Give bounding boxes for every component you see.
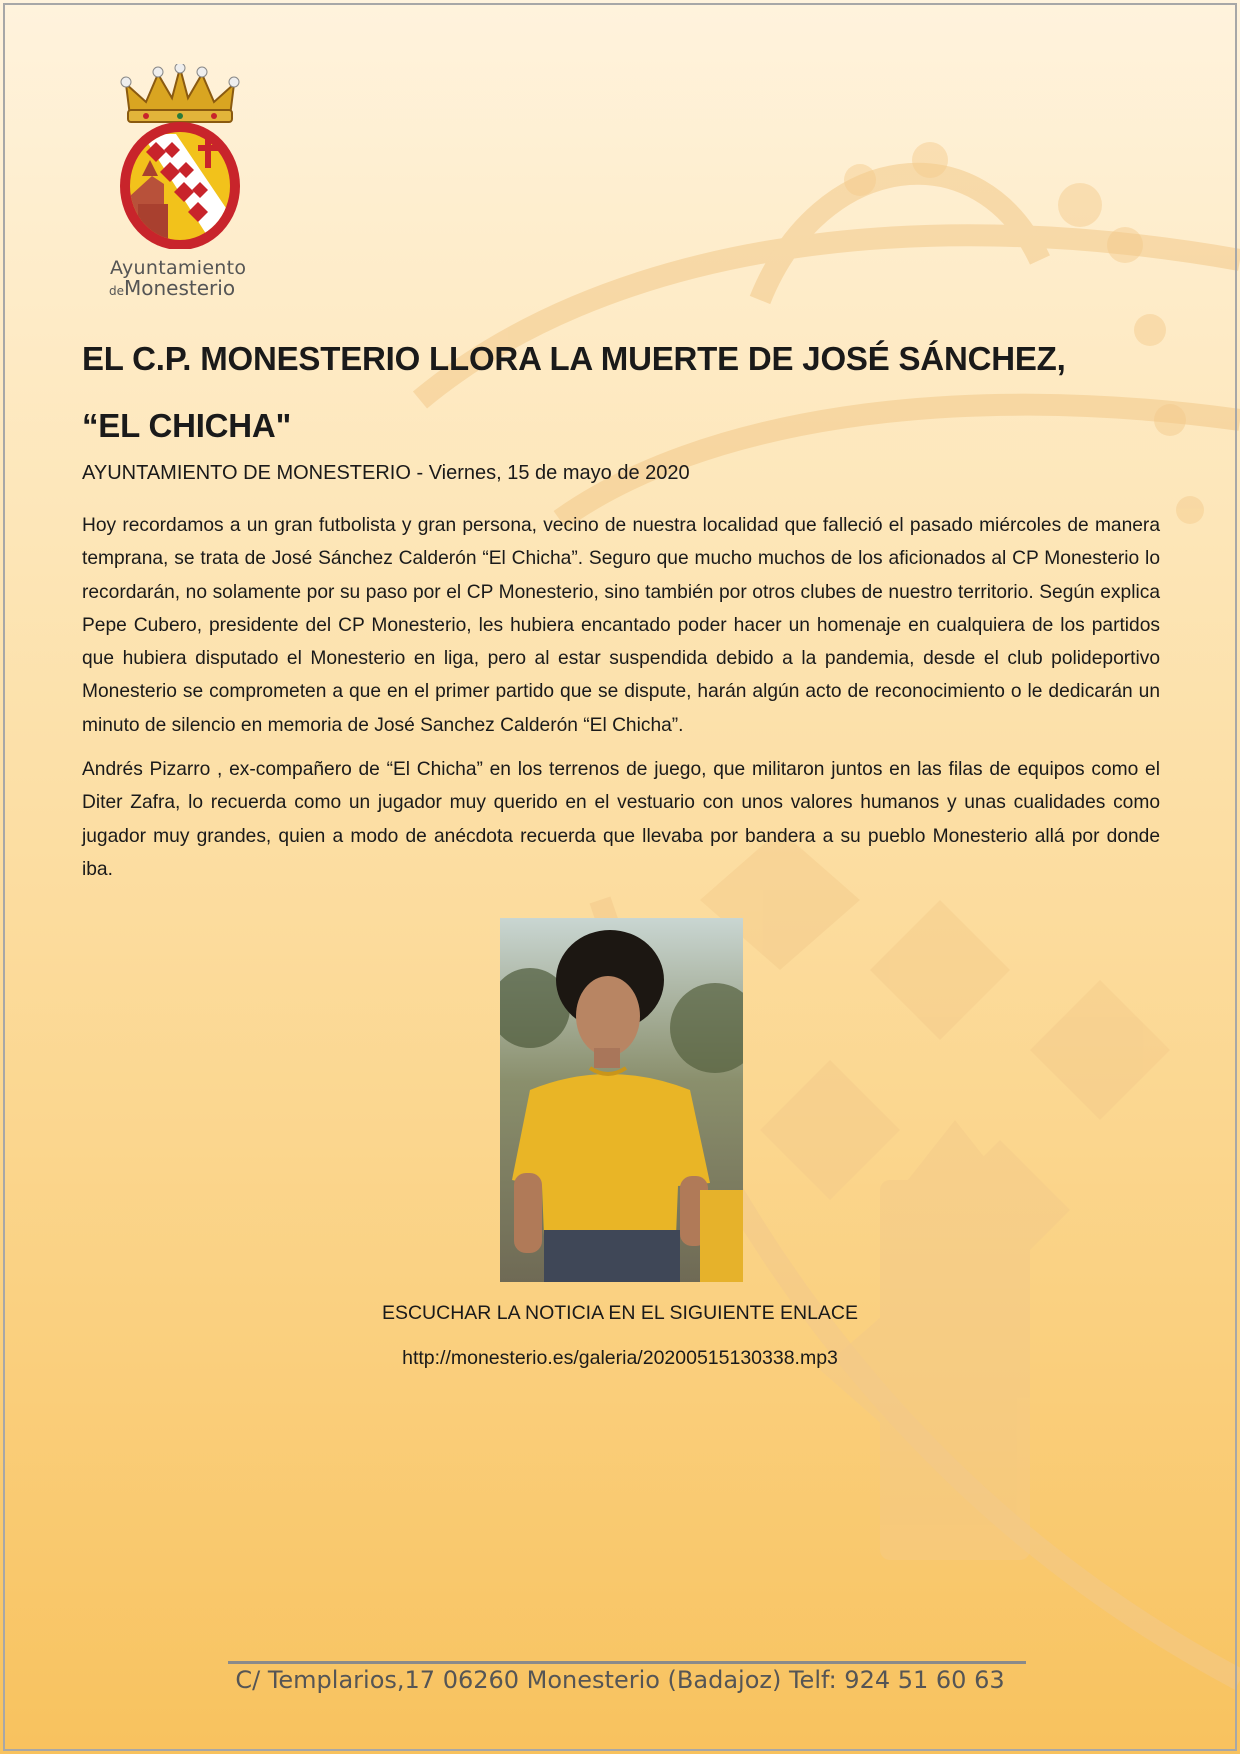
player-photo-image (500, 918, 743, 1282)
listen-label: ESCUCHAR LA NOTICIA EN EL SIGUIENTE ENLACE (381, 1302, 859, 1324)
logo-line-2 (109, 276, 260, 300)
municipality-logo (100, 64, 260, 300)
footer-address: C/ Templarios,17 06260 Monesterio (Badajoz) Telf: 924 51 60 63 (235, 1666, 1005, 1694)
audio-link-container (0, 1347, 1240, 1370)
article-body (82, 509, 1160, 897)
article-paragraph: Andrés Pizarro , ex-compañero de “El Chicha” en los terrenos de juego, que militaron juntos en las filas de equipos como el Diter Zafra, lo recuerda como un jugador muy querido en el vestuario con unos valores humanos y unas cualidades como jugador muy grandes, quien a modo de anécdota recuerda que llevaba por bandera a su pueblo Monesterio allá por donde iba. (82, 759, 1160, 880)
logo-line-2-name: Monesterio (124, 276, 236, 300)
audio-link[interactable]: http://monesterio.es/galeria/20200515130338.mp3 (402, 1347, 838, 1369)
logo-line-2-prefix: de (109, 284, 124, 298)
article-title-line-2: “EL CHICHA" (82, 407, 292, 444)
footer-divider (228, 1661, 1026, 1664)
logo-line-1: Ayuntamiento (110, 257, 247, 279)
article-title-line-1: EL C.P. MONESTERIO LLORA LA MUERTE DE JOSÉ SÁNCHEZ, (82, 340, 1066, 377)
article-paragraph: Hoy recordamos a un gran futbolista y gran persona, vecino de nuestra localidad que falleció el pasado miércoles de manera temprana, se trata de José Sánchez Calderón “El Chicha”. Seguro que mucho muchos de los aficionados al CP Monesterio lo recordarán, no solamente por su paso por el CP Monesterio, sino también por otros clubes de nuestro territorio. Según explica Pepe Cubero, presidente del CP Monesterio, les hubiera encantado poder hacer un homenaje en cualquiera de los partidos que hubiera disputado el Monesterio en liga, pero al estar suspendida debido a la pandemia, desde el club polideportivo Monesterio se comprometen a que en el primer partido que se dispute, harán algún acto de reconocimiento o le dedicarán un minuto de silencio en memoria de José Sanchez Calderón “El Chicha”. (82, 515, 1160, 736)
coat-of-arms-icon (112, 64, 248, 249)
article-title (82, 325, 1162, 459)
player-photo (500, 918, 743, 1282)
article-byline: AYUNTAMIENTO DE MONESTERIO - Viernes, 15 de mayo de 2020 (82, 462, 690, 484)
